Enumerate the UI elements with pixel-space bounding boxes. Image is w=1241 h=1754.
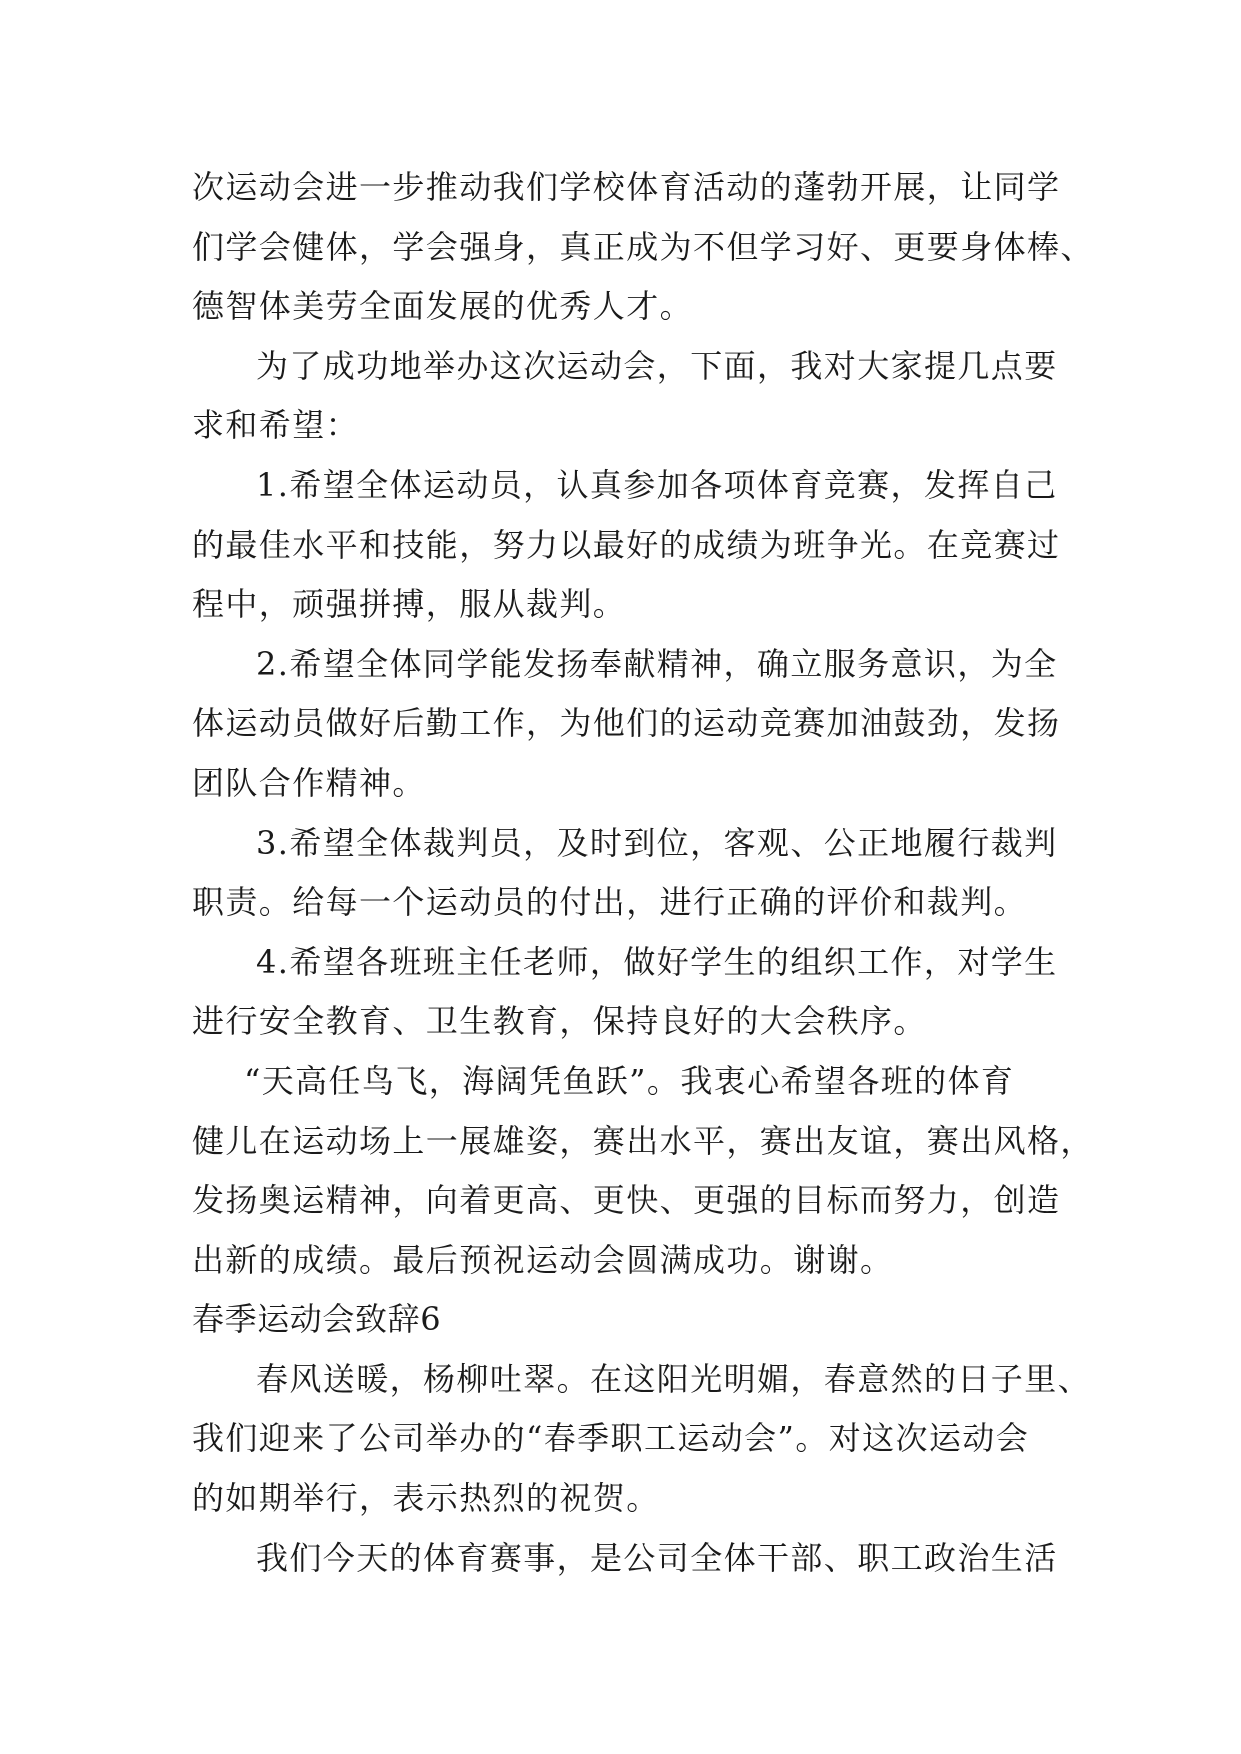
text-line: 进行安全教育、卫生教育，保持良好的大会秩序。 (192, 1002, 927, 1041)
text-line: 求和希望： (192, 406, 360, 445)
body-text (192, 158, 1094, 1588)
list-item-4-start: 4.希望各班班主任老师，做好学生的组织工作，对学生 (256, 942, 1058, 981)
paragraph-start: 我们今天的体育赛事，是公司全体干部、职工政治生活 (256, 1538, 1058, 1577)
list-item-1-start: 1.希望全体运动员，认真参加各项体育竞赛，发挥自己 (256, 465, 1058, 504)
text-line: 次运动会进一步推动我们学校体育活动的蓬勃开展，让同学 (192, 168, 1061, 206)
paragraph-start: 为了成功地举办这次运动会，下面，我对大家提几点要 (256, 346, 1058, 385)
text-line: 职责。给每一个运动员的付出，进行正确的评价和裁判。 (192, 883, 1028, 922)
text-line: 的最佳水平和技能，努力以最好的成绩为班争光。在竞赛过 (192, 525, 1061, 564)
list-item-3-start: 3.希望全体裁判员，及时到位，客观、公正地履行裁判 (256, 823, 1058, 862)
paragraph-start: 春风送暖，杨柳吐翠。在这阳光明媚，春意然的日子里、 (256, 1359, 1092, 1398)
text-line: 德智体美劳全面发展的优秀人才。 (192, 287, 694, 326)
text-line: 健儿在运动场上一展雄姿，赛出水平，赛出友谊，赛出风格， (192, 1121, 1094, 1160)
section-heading: 春季运动会致辞6 (192, 1300, 442, 1339)
text-line: 体运动员做好后勤工作，为他们的运动竞赛加油鼓劲，发扬 (192, 704, 1061, 743)
text-line: 我们迎来了公司举办的“春季职工运动会”。对这次运动会 (192, 1419, 1030, 1458)
text-line: 的如期举行，表示热烈的祝贺。 (192, 1479, 660, 1518)
list-item-2-start: 2.希望全体同学能发扬奉献精神，确立服务意识，为全 (256, 644, 1058, 683)
paragraph-start: “天高任鸟飞，海阔凭鱼跃”。我衷心希望各班的体育 (244, 1061, 1015, 1100)
text-line: 发扬奥运精神，向着更高、更快、更强的目标而努力，创造 (192, 1181, 1061, 1220)
text-line: 程中，顽强拼搏，服从裁判。 (192, 585, 627, 624)
text-line: 们学会健体，学会强身，真正成为不但学习好、更要身体棒、 (192, 227, 1094, 266)
text-line: 团队合作精神。 (192, 763, 426, 802)
text-line: 出新的成绩。最后预祝运动会圆满成功。谢谢。 (192, 1240, 894, 1279)
